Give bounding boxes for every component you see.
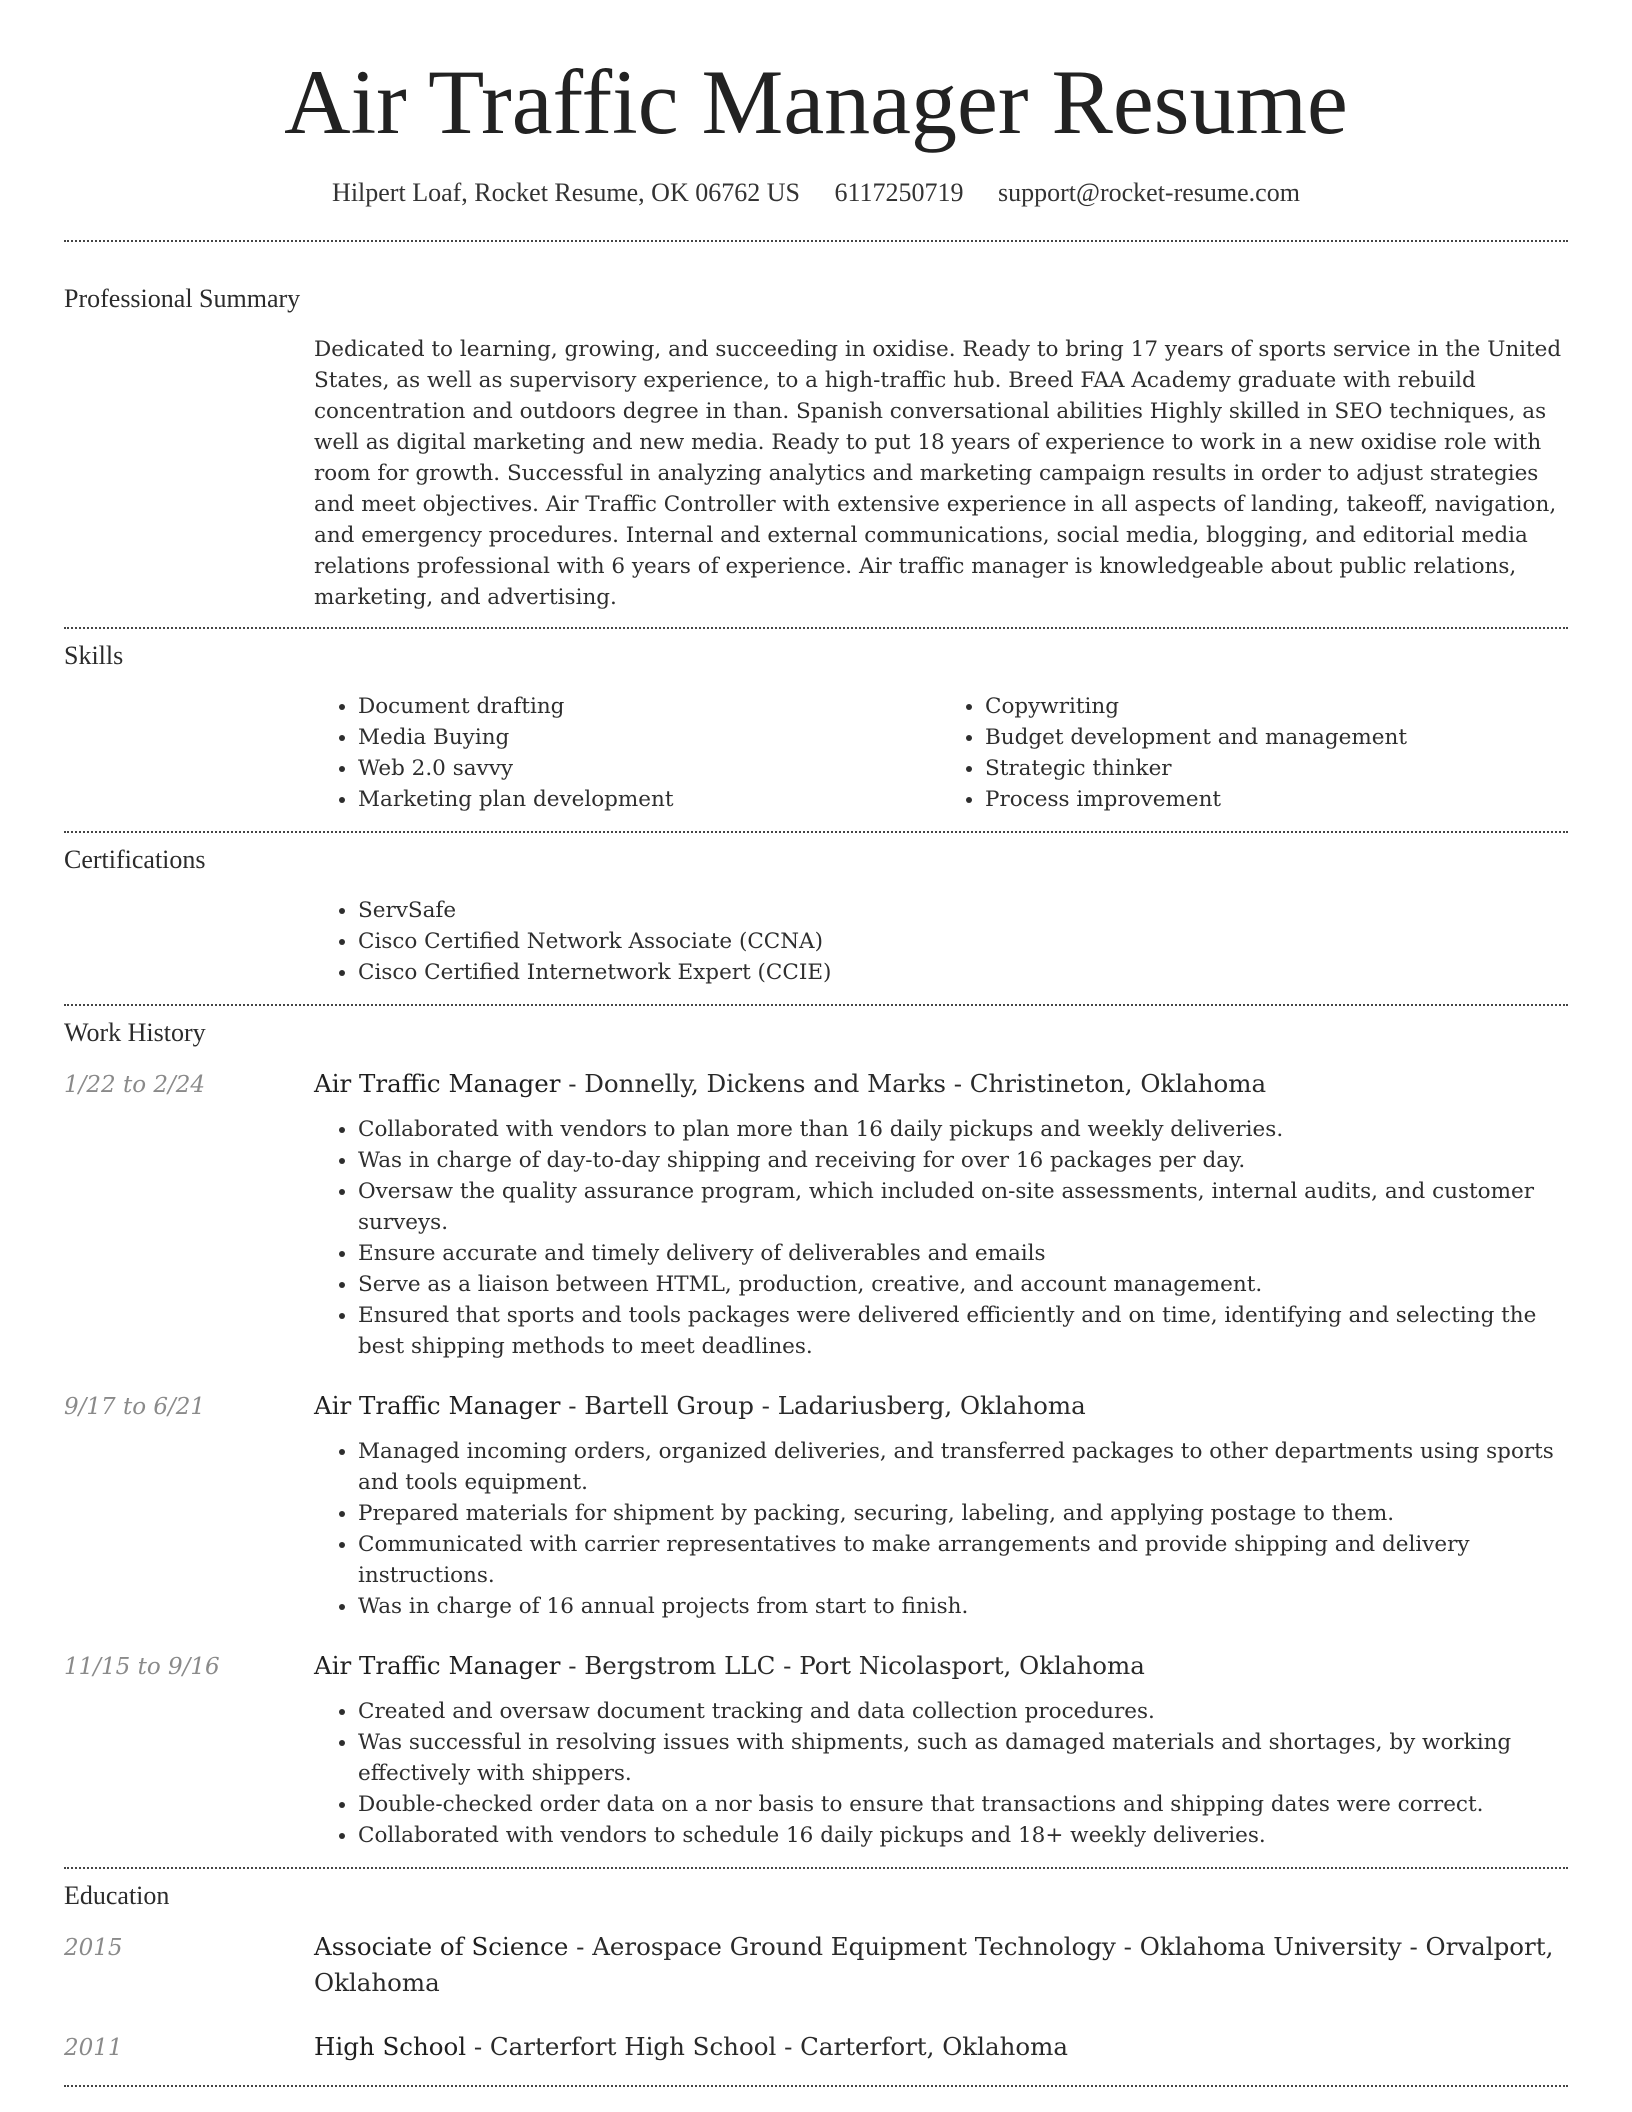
job-role: Air Traffic Manager [314, 1391, 561, 1420]
job-bullet: • Was successful in resolving issues with shipments, such as damaged materials and shortages, by working effectively with shippers. [358, 1727, 1568, 1789]
section-divider [64, 627, 1568, 629]
skill-item: • Strategic thinker [985, 753, 1568, 784]
job-details: - Bartell Group - Ladariusberg, Oklahoma [560, 1391, 1086, 1420]
job-header [64, 1066, 1568, 1102]
job-title [314, 1388, 1568, 1424]
contact-address: Hilpert Loaf, Rocket Resume, OK 06762 US [332, 178, 800, 207]
skills-column-left [314, 691, 941, 815]
work-history-heading: Work History [64, 1018, 206, 1047]
certifications-section [64, 845, 1568, 988]
education-title [314, 2029, 1568, 2065]
job-details: - Bergstrom LLC - Port Nicolasport, Oklahoma [560, 1651, 1145, 1680]
certifications-list [314, 895, 1568, 988]
education-degree: High School [314, 2032, 467, 2061]
job-entry [64, 1066, 1568, 1362]
education-year: 2015 [64, 1935, 123, 1961]
job-bullet: • Serve as a liaison between HTML, production, creative, and account management. [358, 1269, 1568, 1300]
skill-item: • Marketing plan development [358, 784, 941, 815]
education-details: - Aerospace Ground Equipment Technology - Oklahoma University - Orvalport, Oklahoma [314, 1932, 1554, 1997]
section-divider [64, 1867, 1568, 1869]
job-bullet: • Was in charge of day-to-day shipping and receiving for over 16 packages per day. [358, 1145, 1568, 1176]
skill-item: • Budget development and management [985, 722, 1568, 753]
education-heading: Education [64, 1881, 170, 1910]
skill-item: • Copywriting [985, 691, 1568, 722]
job-role: Air Traffic Manager [314, 1069, 561, 1098]
education-entry [64, 2029, 1568, 2065]
job-bullet: • Oversaw the quality assurance program, which included on-site assessments, internal audits, and customer surveys. [358, 1176, 1568, 1238]
section-divider [64, 2085, 1568, 2087]
skill-item: • Document drafting [358, 691, 941, 722]
contact-line [64, 178, 1568, 208]
education-year: 2011 [64, 2035, 123, 2061]
job-bullet: • Created and oversaw document tracking and data collection procedures. [358, 1696, 1568, 1727]
job-dates: 9/17 to 6/21 [64, 1394, 206, 1420]
job-bullet: • Ensured that sports and tools packages were delivered efficiently and on time, identifying and selecting the best shipping methods to meet deadlines. [358, 1300, 1568, 1362]
job-dates: 11/15 to 9/16 [64, 1654, 220, 1680]
job-bullet: • Ensure accurate and timely delivery of deliverables and emails [358, 1238, 1568, 1269]
skills-column-right [941, 691, 1568, 815]
skills-heading: Skills [64, 641, 124, 670]
summary-section [64, 284, 1568, 613]
job-title [314, 1066, 1568, 1102]
certification-item: • ServSafe [358, 895, 1568, 926]
education-degree: Associate of Science [314, 1932, 569, 1961]
job-bullet: • Communicated with carrier representatives to make arrangements and provide shipping and delivery instructions. [358, 1529, 1568, 1591]
skills-section [64, 641, 1568, 815]
section-divider [64, 240, 1568, 242]
education-entry [64, 1929, 1568, 2001]
job-header [64, 1648, 1568, 1684]
job-entry [64, 1388, 1568, 1622]
job-bullet: • Collaborated with vendors to plan more than 16 daily pickups and weekly deliveries. [358, 1114, 1568, 1145]
education-title [314, 1929, 1568, 2001]
skill-item: • Process improvement [985, 784, 1568, 815]
skill-item: • Media Buying [358, 722, 941, 753]
job-bullet: • Collaborated with vendors to schedule 16 daily pickups and 18+ weekly deliveries. [358, 1820, 1568, 1851]
job-bullet: • Prepared materials for shipment by packing, securing, labeling, and applying postage to them. [358, 1498, 1568, 1529]
certifications-heading: Certifications [64, 845, 206, 874]
job-bullets [314, 1436, 1568, 1622]
skills-list [314, 691, 1568, 815]
skill-item: • Web 2.0 savvy [358, 753, 941, 784]
job-role: Air Traffic Manager [314, 1651, 561, 1680]
job-bullets [314, 1114, 1568, 1362]
section-divider [64, 831, 1568, 833]
job-header [64, 1388, 1568, 1424]
page-title: Air Traffic Manager Resume [284, 51, 1348, 153]
contact-phone: 6117250719 [834, 178, 964, 207]
job-bullets [314, 1696, 1568, 1851]
summary-text: Dedicated to learning, growing, and succeeding in oxidise. Ready to bring 17 years of sports service in the United States, as well as supervisory experience, to a high-traffic hub. Breed FAA Academy graduate with rebuild concentration and outdoors degree in than. Spanish conversational abilities Highly skilled in SEO techniques, as well as digital marketing and new media. Ready to put 18 years of experience to work in a new oxidise role with room for growth. Successful in analyzing analytics and marketing campaign results in order to adjust strategies and meet objectives. Air Traffic Controller with extensive experience in all aspects of landing, takeoff, navigation, and emergency procedures. Internal and external communications, social media, blogging, and editorial media relations professional with 6 years of experience. Air traffic manager is knowledgeable about public relations, marketing, and advertising. [314, 337, 1562, 610]
job-details: - Donnelly, Dickens and Marks - Christineton, Oklahoma [560, 1069, 1267, 1098]
contact-email: support@rocket-resume.com [998, 178, 1300, 207]
education-section [64, 1881, 1568, 2065]
job-bullet: • Double-checked order data on a nor basis to ensure that transactions and shipping dates were correct. [358, 1789, 1568, 1820]
job-entry [64, 1648, 1568, 1851]
certification-item: • Cisco Certified Internetwork Expert (CCIE) [358, 957, 1568, 988]
section-divider [64, 1004, 1568, 1006]
job-bullet: • Managed incoming orders, organized deliveries, and transferred packages to other departments using sports and tools equipment. [358, 1436, 1568, 1498]
job-bullet: • Was in charge of 16 annual projects from start to finish. [358, 1591, 1568, 1622]
certification-item: • Cisco Certified Network Associate (CCNA) [358, 926, 1568, 957]
summary-heading: Professional Summary [64, 284, 301, 313]
work-history-section [64, 1018, 1568, 1851]
education-details: - Carterfort High School - Carterfort, Oklahoma [466, 2032, 1068, 2061]
job-title [314, 1648, 1568, 1684]
job-dates: 1/22 to 2/24 [64, 1072, 206, 1098]
